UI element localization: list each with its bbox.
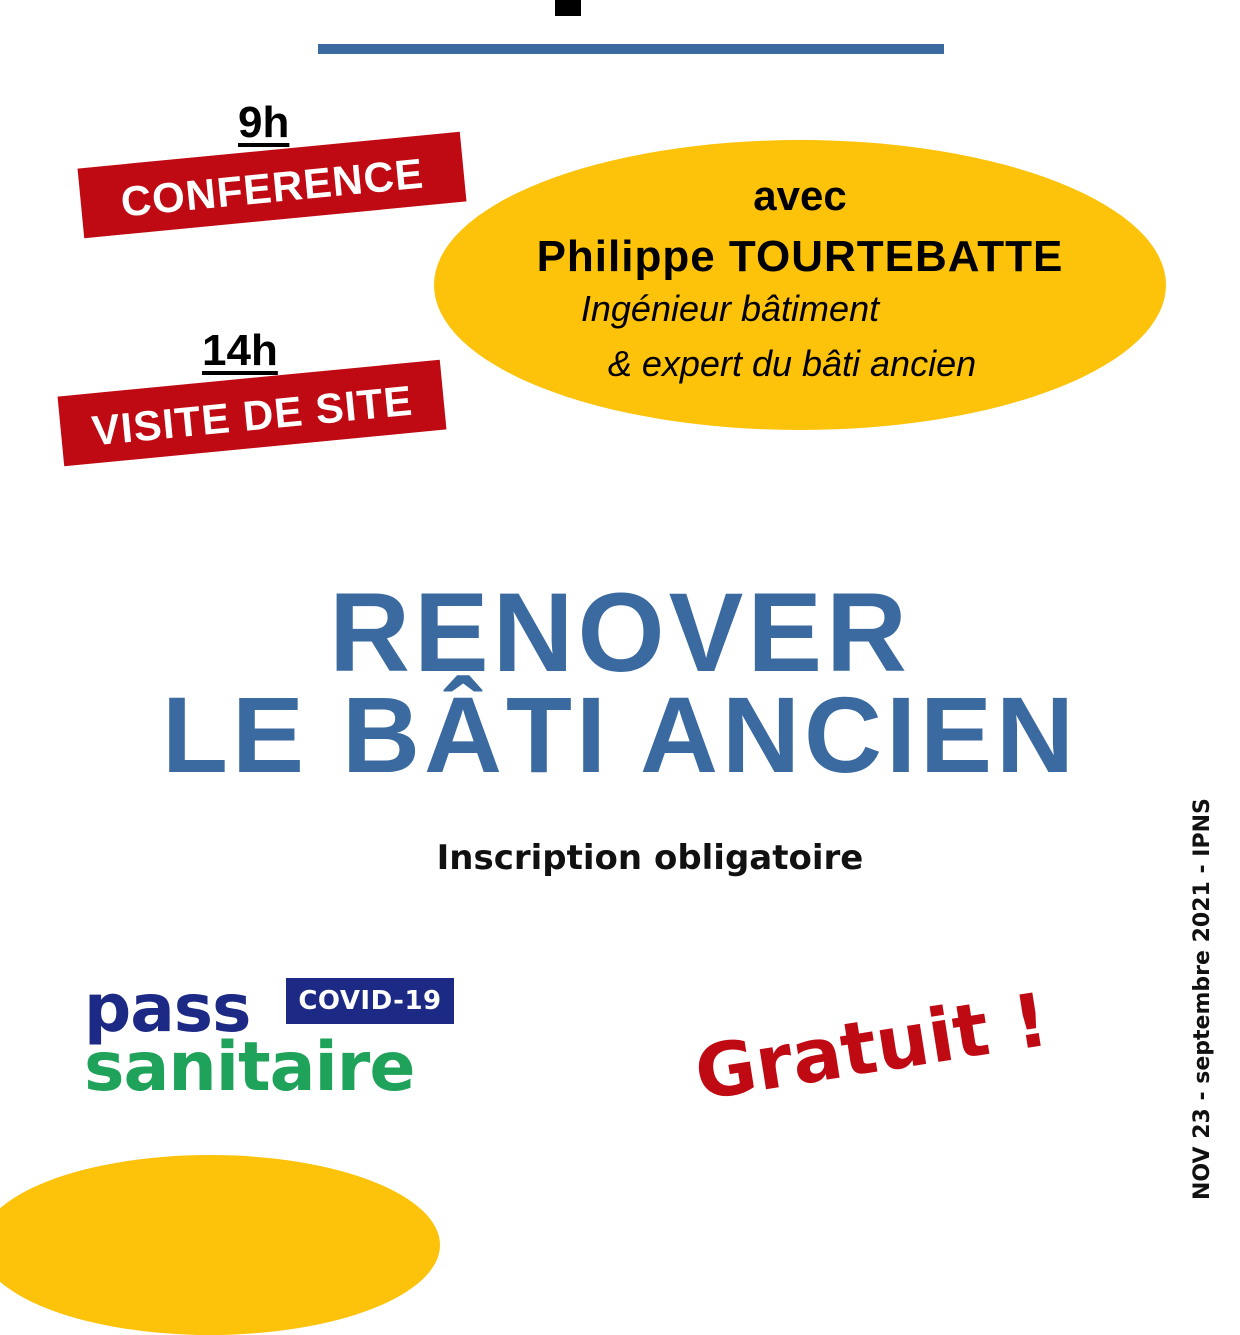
headline-line2: LE BÂTI ANCIEN <box>162 674 1078 795</box>
morning-time: 9h <box>238 98 290 147</box>
heading-fragment <box>555 0 581 16</box>
free-label: Gratuit ! <box>689 976 1054 1118</box>
speaker-prefix: avec <box>753 172 847 219</box>
headline-line1: RENOVER <box>329 570 911 695</box>
conference-banner: CONFERENCE <box>78 132 467 238</box>
registration-note: Inscription obligatoire <box>436 838 864 878</box>
side-print-note: NOV 23 - septembre 2021 - IPNS <box>1190 798 1215 1200</box>
title-underline-rule <box>318 44 944 54</box>
afternoon-time: 14h <box>202 326 278 375</box>
covid-badge: COVID-19 <box>286 978 454 1024</box>
sanitaire-word: sanitaire <box>84 1028 415 1107</box>
pass-sanitaire-logo <box>80 970 480 1120</box>
site-visit-banner: VISITE DE SITE <box>58 360 447 466</box>
speaker-name: Philippe TOURTEBATTE <box>536 232 1064 281</box>
pass-word: pass <box>84 970 251 1047</box>
speaker-role-line1: Ingénieur bâtiment <box>580 288 880 329</box>
bottom-yellow-shape <box>0 1155 440 1335</box>
speaker-role-line2: & expert du bâti ancien <box>607 343 977 384</box>
